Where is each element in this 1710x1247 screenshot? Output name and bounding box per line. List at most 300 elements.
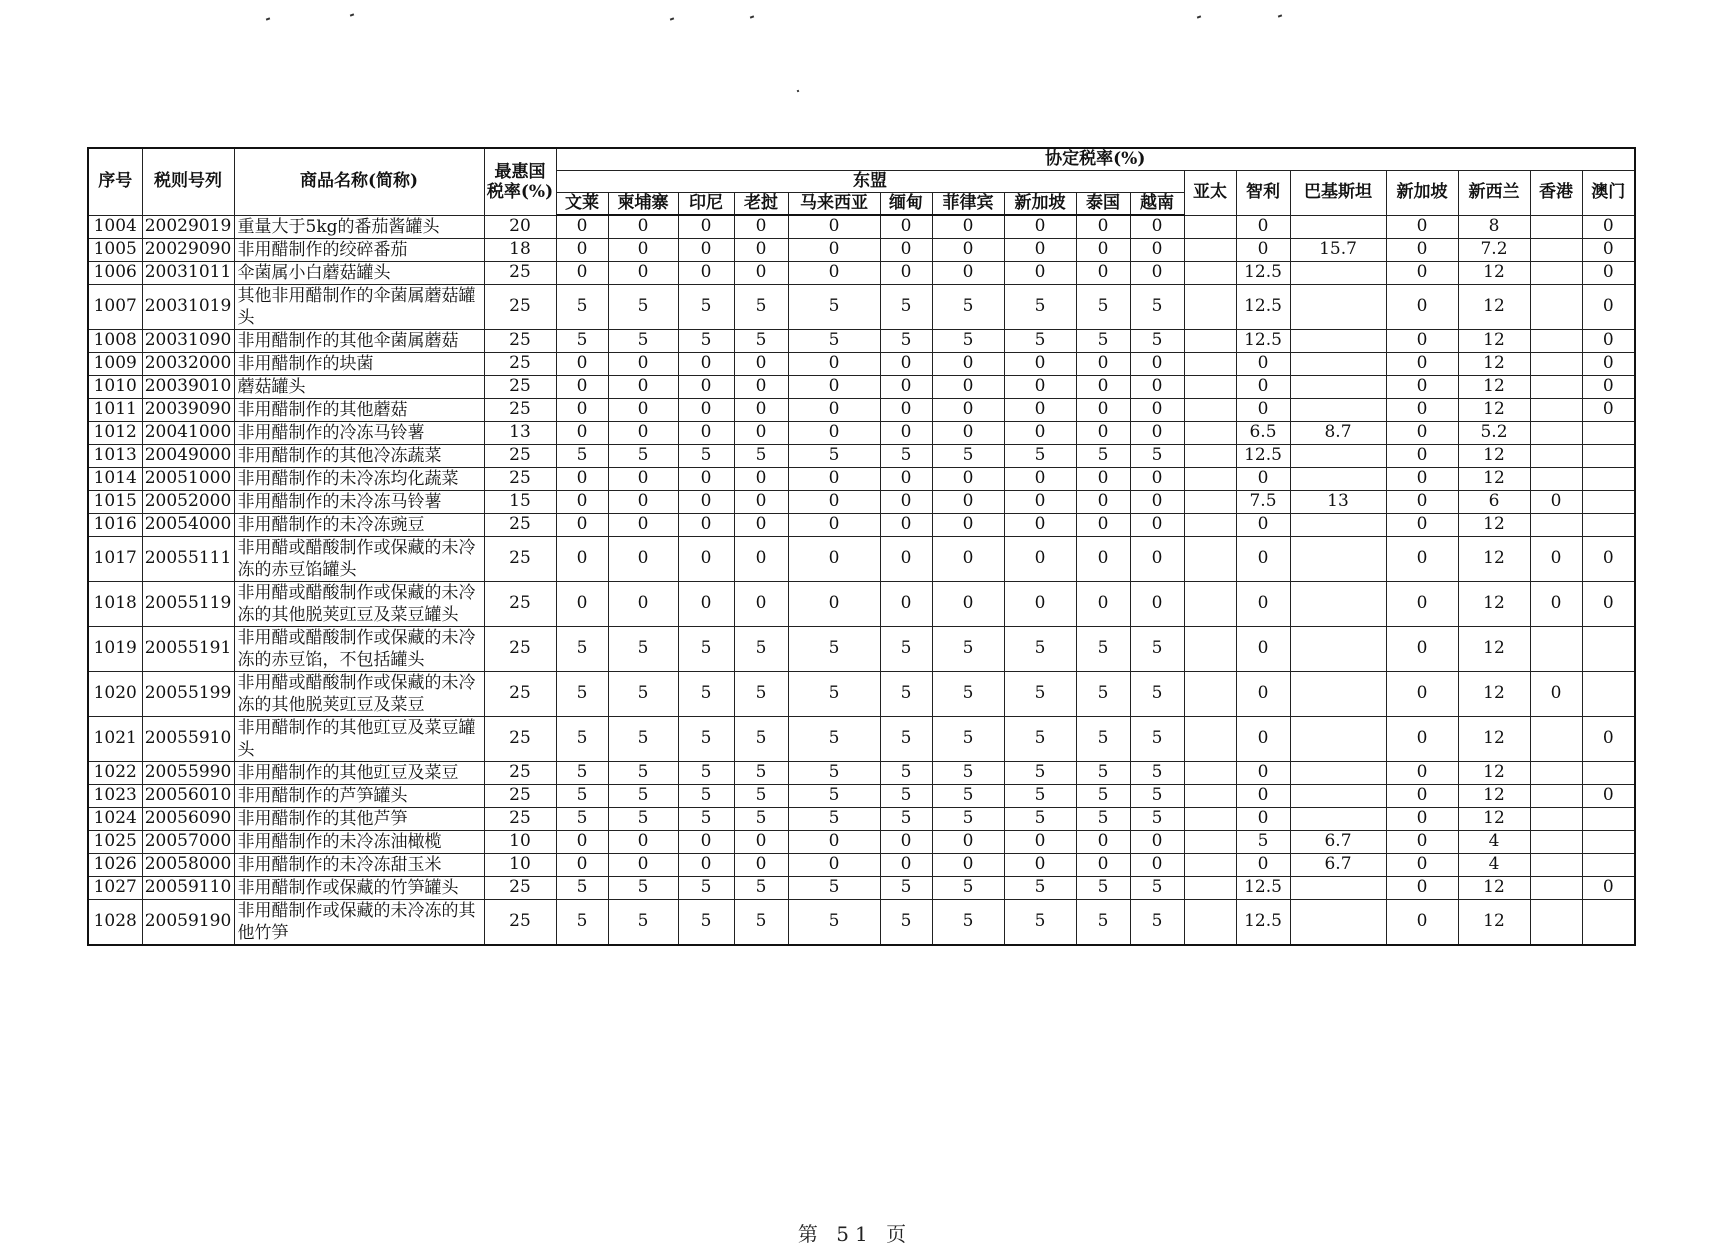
row-other-rate: 0 (1386, 536, 1458, 581)
row-asean-rate: 5 (556, 716, 608, 761)
row-other-rate (1184, 421, 1236, 444)
row-mfn: 25 (484, 761, 556, 784)
table-row (88, 807, 1635, 830)
row-other-rate: 0 (1236, 807, 1290, 830)
row-other-rate (1530, 853, 1582, 876)
row-other-rate: 0 (1386, 899, 1458, 945)
row-asean-rate: 0 (1004, 238, 1076, 261)
row-asean-rate: 0 (608, 581, 678, 626)
row-other-rate: 0 (1386, 807, 1458, 830)
row-seq: 1013 (88, 444, 142, 467)
row-other-rate (1290, 284, 1386, 329)
row-asean-rate: 0 (1076, 830, 1130, 853)
tariff-rate-table (87, 147, 1636, 946)
row-name: 非用醋制作的其他冷冻蔬菜 (234, 444, 484, 467)
row-other-rate (1290, 513, 1386, 536)
table-row (88, 671, 1635, 716)
row-asean-rate: 5 (788, 899, 880, 945)
row-asean-rate: 0 (880, 581, 932, 626)
row-other-rate (1530, 807, 1582, 830)
row-name: 非用醋制作的芦笋罐头 (234, 784, 484, 807)
row-other-rate (1530, 626, 1582, 671)
row-code: 20059190 (142, 899, 234, 945)
row-asean-rate: 0 (1130, 536, 1184, 581)
row-asean-rate: 5 (678, 626, 734, 671)
row-asean-rate: 0 (880, 215, 932, 238)
row-asean-rate: 0 (932, 513, 1004, 536)
row-asean-rate: 0 (608, 853, 678, 876)
row-asean-rate: 5 (678, 329, 734, 352)
header-mfn: 最惠国税率(%) (484, 148, 556, 215)
row-asean-rate: 0 (1004, 421, 1076, 444)
row-asean-rate: 0 (1130, 352, 1184, 375)
row-other-rate (1530, 238, 1582, 261)
row-asean-rate: 5 (556, 761, 608, 784)
row-asean-rate: 0 (678, 830, 734, 853)
row-mfn: 25 (484, 876, 556, 899)
row-other-rate: 0 (1582, 215, 1635, 238)
row-asean-rate: 0 (1076, 536, 1130, 581)
row-asean-rate: 0 (880, 398, 932, 421)
row-seq: 1024 (88, 807, 142, 830)
row-other-rate: 8 (1458, 215, 1530, 238)
row-asean-rate: 0 (678, 238, 734, 261)
row-other-rate: 0 (1386, 398, 1458, 421)
row-asean-rate: 5 (678, 444, 734, 467)
header-asean-member-9: 越南 (1130, 193, 1184, 216)
table-row (88, 853, 1635, 876)
row-mfn: 13 (484, 421, 556, 444)
row-asean-rate: 5 (608, 899, 678, 945)
row-asean-rate: 0 (1004, 375, 1076, 398)
row-asean-rate: 5 (608, 716, 678, 761)
row-other-rate: 0 (1530, 671, 1582, 716)
row-mfn: 25 (484, 536, 556, 581)
row-other-rate: 12 (1458, 581, 1530, 626)
row-asean-rate: 5 (1076, 761, 1130, 784)
row-other-rate: 6.5 (1236, 421, 1290, 444)
row-other-rate: 0 (1236, 238, 1290, 261)
row-other-rate (1184, 807, 1236, 830)
row-other-rate: 12 (1458, 761, 1530, 784)
row-asean-rate: 5 (932, 807, 1004, 830)
row-other-rate (1530, 375, 1582, 398)
table-row (88, 238, 1635, 261)
row-other-rate: 0 (1386, 853, 1458, 876)
row-other-rate: 0 (1582, 284, 1635, 329)
row-asean-rate: 5 (880, 761, 932, 784)
row-other-rate: 7.5 (1236, 490, 1290, 513)
row-asean-rate: 0 (1076, 398, 1130, 421)
row-other-rate: 13 (1290, 490, 1386, 513)
row-asean-rate: 0 (1004, 352, 1076, 375)
header-asean-member-0: 文莱 (556, 193, 608, 216)
row-asean-rate: 0 (788, 536, 880, 581)
row-asean-rate: 0 (556, 853, 608, 876)
row-other-rate: 0 (1236, 467, 1290, 490)
row-other-rate (1184, 215, 1236, 238)
row-asean-rate: 5 (608, 444, 678, 467)
row-mfn: 25 (484, 581, 556, 626)
table-row (88, 761, 1635, 784)
row-other-rate: 0 (1582, 536, 1635, 581)
row-other-rate (1184, 761, 1236, 784)
row-asean-rate: 5 (1130, 626, 1184, 671)
row-asean-rate: 5 (788, 284, 880, 329)
row-seq: 1009 (88, 352, 142, 375)
table-row (88, 536, 1635, 581)
row-seq: 1008 (88, 329, 142, 352)
row-code: 20056090 (142, 807, 234, 830)
row-asean-rate: 5 (678, 671, 734, 716)
row-other-rate (1290, 444, 1386, 467)
row-asean-rate: 5 (678, 716, 734, 761)
row-other-rate: 12.5 (1236, 261, 1290, 284)
header-asean-member-2: 印尼 (678, 193, 734, 216)
table-body (88, 215, 1635, 945)
row-code: 20031011 (142, 261, 234, 284)
row-other-rate (1582, 444, 1635, 467)
row-asean-rate: 5 (1004, 626, 1076, 671)
row-asean-rate: 0 (556, 536, 608, 581)
row-asean-rate: 5 (880, 716, 932, 761)
row-other-rate (1290, 467, 1386, 490)
row-asean-rate: 0 (1130, 830, 1184, 853)
row-asean-rate: 5 (880, 284, 932, 329)
row-asean-rate: 0 (556, 581, 608, 626)
row-other-rate: 0 (1386, 581, 1458, 626)
row-asean-rate: 5 (932, 899, 1004, 945)
row-other-rate: 0 (1236, 626, 1290, 671)
row-other-rate: 12 (1458, 807, 1530, 830)
row-asean-rate: 5 (678, 284, 734, 329)
row-other-rate: 0 (1236, 375, 1290, 398)
row-asean-rate: 5 (788, 784, 880, 807)
row-asean-rate: 5 (608, 626, 678, 671)
row-name: 非用醋制作的未冷冻马铃薯 (234, 490, 484, 513)
row-name: 非用醋制作的其他伞菌属蘑菇 (234, 329, 484, 352)
table-row (88, 444, 1635, 467)
row-name: 其他非用醋制作的伞菌属蘑菇罐头 (234, 284, 484, 329)
row-asean-rate: 0 (678, 467, 734, 490)
row-asean-rate: 0 (608, 375, 678, 398)
row-asean-rate: 5 (1076, 899, 1130, 945)
row-asean-rate: 0 (1076, 375, 1130, 398)
row-asean-rate: 5 (880, 876, 932, 899)
row-other-rate (1184, 830, 1236, 853)
row-asean-rate: 0 (734, 467, 788, 490)
header-seq: 序号 (88, 148, 142, 215)
row-other-rate: 12.5 (1236, 444, 1290, 467)
row-asean-rate: 0 (556, 215, 608, 238)
row-other-rate (1290, 375, 1386, 398)
row-other-rate: 7.2 (1458, 238, 1530, 261)
row-asean-rate: 0 (788, 490, 880, 513)
row-mfn: 25 (484, 261, 556, 284)
row-asean-rate: 5 (1130, 671, 1184, 716)
row-other-rate (1184, 853, 1236, 876)
row-other-rate (1290, 261, 1386, 284)
header-other-1: 智利 (1236, 171, 1290, 216)
row-asean-rate: 5 (1130, 444, 1184, 467)
row-other-rate (1184, 536, 1236, 581)
header-asean-member-5: 缅甸 (880, 193, 932, 216)
row-other-rate (1582, 761, 1635, 784)
row-other-rate: 12 (1458, 626, 1530, 671)
row-asean-rate: 0 (734, 830, 788, 853)
row-name: 非用醋制作的未冷冻均化蔬菜 (234, 467, 484, 490)
row-asean-rate: 5 (788, 671, 880, 716)
row-other-rate: 12.5 (1236, 329, 1290, 352)
row-seq: 1010 (88, 375, 142, 398)
row-asean-rate: 0 (678, 536, 734, 581)
row-asean-rate: 0 (1130, 513, 1184, 536)
row-asean-rate: 5 (734, 876, 788, 899)
row-mfn: 25 (484, 375, 556, 398)
page-number: 第 51 页 (797, 1222, 913, 1246)
row-code: 20032000 (142, 352, 234, 375)
row-code: 20039010 (142, 375, 234, 398)
row-code: 20054000 (142, 513, 234, 536)
row-asean-rate: 0 (880, 352, 932, 375)
row-asean-rate: 0 (880, 261, 932, 284)
row-asean-rate: 0 (788, 375, 880, 398)
row-other-rate: 0 (1582, 784, 1635, 807)
row-name: 重量大于5kg的番茄酱罐头 (234, 215, 484, 238)
table-row (88, 626, 1635, 671)
row-asean-rate: 0 (880, 830, 932, 853)
row-other-rate (1184, 444, 1236, 467)
row-other-rate: 0 (1236, 784, 1290, 807)
row-asean-rate: 5 (556, 899, 608, 945)
row-asean-rate: 0 (788, 215, 880, 238)
header-asean-member-1: 柬埔寨 (608, 193, 678, 216)
row-other-rate: 12 (1458, 261, 1530, 284)
row-other-rate (1582, 899, 1635, 945)
row-other-rate (1290, 716, 1386, 761)
row-other-rate: 12 (1458, 536, 1530, 581)
row-other-rate (1582, 830, 1635, 853)
row-asean-rate: 0 (1076, 261, 1130, 284)
row-asean-rate: 5 (556, 284, 608, 329)
row-other-rate (1290, 807, 1386, 830)
row-other-rate: 0 (1386, 375, 1458, 398)
row-name: 蘑菇罐头 (234, 375, 484, 398)
row-name: 非用醋制作的未冷冻甜玉米 (234, 853, 484, 876)
row-other-rate (1290, 876, 1386, 899)
row-asean-rate: 0 (734, 352, 788, 375)
table-row (88, 284, 1635, 329)
row-asean-rate: 0 (734, 375, 788, 398)
row-seq: 1011 (88, 398, 142, 421)
row-seq: 1019 (88, 626, 142, 671)
row-code: 20057000 (142, 830, 234, 853)
table-row (88, 398, 1635, 421)
row-asean-rate: 0 (1130, 261, 1184, 284)
row-asean-rate: 0 (734, 536, 788, 581)
row-asean-rate: 0 (1004, 261, 1076, 284)
row-other-rate (1184, 899, 1236, 945)
row-mfn: 15 (484, 490, 556, 513)
header-asean-member-8: 泰国 (1076, 193, 1130, 216)
row-asean-rate: 0 (1004, 467, 1076, 490)
row-other-rate (1184, 490, 1236, 513)
row-name: 非用醋制作的未冷冻油橄榄 (234, 830, 484, 853)
header-asean-member-3: 老挝 (734, 193, 788, 216)
row-asean-rate: 0 (932, 238, 1004, 261)
row-other-rate (1582, 671, 1635, 716)
row-asean-rate: 0 (1076, 513, 1130, 536)
row-asean-rate: 0 (1130, 238, 1184, 261)
row-asean-rate: 0 (1076, 490, 1130, 513)
row-asean-rate: 5 (556, 876, 608, 899)
row-asean-rate: 0 (1130, 421, 1184, 444)
row-other-rate (1184, 375, 1236, 398)
header-asean-member-7: 新加坡 (1004, 193, 1076, 216)
row-asean-rate: 0 (678, 375, 734, 398)
row-name: 非用醋制作的其他蘑菇 (234, 398, 484, 421)
row-asean-rate: 0 (880, 238, 932, 261)
row-asean-rate: 0 (678, 581, 734, 626)
row-asean-rate: 0 (1076, 352, 1130, 375)
row-mfn: 25 (484, 784, 556, 807)
row-other-rate: 5 (1236, 830, 1290, 853)
row-name: 非用醋制作的其他芦笋 (234, 807, 484, 830)
row-other-rate: 0 (1236, 352, 1290, 375)
row-asean-rate: 0 (1004, 398, 1076, 421)
row-other-rate: 0 (1386, 444, 1458, 467)
row-asean-rate: 0 (788, 853, 880, 876)
row-other-rate (1530, 467, 1582, 490)
row-asean-rate: 0 (880, 375, 932, 398)
row-other-rate: 12 (1458, 671, 1530, 716)
row-asean-rate: 0 (1076, 853, 1130, 876)
row-other-rate: 0 (1236, 853, 1290, 876)
row-asean-rate: 5 (932, 761, 1004, 784)
row-asean-rate: 0 (788, 398, 880, 421)
row-other-rate: 0 (1386, 467, 1458, 490)
row-asean-rate: 0 (880, 490, 932, 513)
row-asean-rate: 5 (932, 876, 1004, 899)
row-asean-rate: 0 (1004, 513, 1076, 536)
row-asean-rate: 5 (880, 899, 932, 945)
row-asean-rate: 0 (788, 421, 880, 444)
row-other-rate: 0 (1386, 238, 1458, 261)
row-asean-rate: 5 (608, 329, 678, 352)
row-asean-rate: 0 (734, 238, 788, 261)
row-code: 20055111 (142, 536, 234, 581)
row-other-rate (1582, 807, 1635, 830)
row-asean-rate: 0 (678, 490, 734, 513)
table-row (88, 784, 1635, 807)
row-seq: 1014 (88, 467, 142, 490)
row-other-rate (1290, 215, 1386, 238)
row-asean-rate: 5 (1076, 876, 1130, 899)
row-other-rate (1530, 513, 1582, 536)
row-asean-rate: 5 (1130, 761, 1184, 784)
row-mfn: 10 (484, 830, 556, 853)
row-name: 非用醋制作的其他豇豆及菜豆罐头 (234, 716, 484, 761)
row-asean-rate: 5 (788, 807, 880, 830)
table-row (88, 830, 1635, 853)
row-asean-rate: 5 (1130, 876, 1184, 899)
row-other-rate: 4 (1458, 830, 1530, 853)
row-asean-rate: 5 (734, 671, 788, 716)
row-asean-rate: 0 (932, 536, 1004, 581)
row-other-rate: 0 (1386, 830, 1458, 853)
row-asean-rate: 0 (734, 513, 788, 536)
row-other-rate (1530, 261, 1582, 284)
row-asean-rate: 0 (678, 352, 734, 375)
row-asean-rate: 5 (678, 899, 734, 945)
row-mfn: 25 (484, 807, 556, 830)
row-asean-rate: 0 (556, 467, 608, 490)
row-other-rate (1184, 876, 1236, 899)
row-asean-rate: 5 (788, 444, 880, 467)
row-other-rate: 0 (1582, 238, 1635, 261)
row-other-rate (1530, 398, 1582, 421)
row-mfn: 25 (484, 284, 556, 329)
row-mfn: 25 (484, 329, 556, 352)
row-asean-rate: 0 (1130, 375, 1184, 398)
row-asean-rate: 5 (880, 626, 932, 671)
row-asean-rate: 0 (608, 490, 678, 513)
row-asean-rate: 0 (608, 830, 678, 853)
row-other-rate: 12.5 (1236, 284, 1290, 329)
row-seq: 1020 (88, 671, 142, 716)
row-asean-rate: 0 (788, 261, 880, 284)
row-seq: 1018 (88, 581, 142, 626)
row-asean-rate: 5 (788, 626, 880, 671)
row-other-rate (1582, 626, 1635, 671)
row-other-rate (1184, 716, 1236, 761)
row-asean-rate: 0 (556, 238, 608, 261)
row-asean-rate: 5 (1076, 784, 1130, 807)
row-asean-rate: 0 (678, 261, 734, 284)
row-asean-rate: 5 (880, 329, 932, 352)
row-asean-rate: 0 (734, 490, 788, 513)
row-mfn: 25 (484, 513, 556, 536)
row-asean-rate: 0 (788, 581, 880, 626)
row-other-rate (1184, 329, 1236, 352)
row-asean-rate: 5 (788, 716, 880, 761)
row-other-rate (1290, 536, 1386, 581)
row-mfn: 10 (484, 853, 556, 876)
row-asean-rate: 0 (608, 261, 678, 284)
row-asean-rate: 0 (608, 215, 678, 238)
row-asean-rate: 5 (608, 807, 678, 830)
row-asean-rate: 0 (1004, 830, 1076, 853)
row-asean-rate: 5 (556, 329, 608, 352)
row-other-rate: 12 (1458, 329, 1530, 352)
row-other-rate (1582, 513, 1635, 536)
row-other-rate: 12 (1458, 716, 1530, 761)
row-asean-rate: 0 (932, 398, 1004, 421)
row-asean-rate: 0 (678, 398, 734, 421)
row-other-rate: 0 (1582, 352, 1635, 375)
row-name: 非用醋制作的未冷冻豌豆 (234, 513, 484, 536)
row-other-rate: 12 (1458, 899, 1530, 945)
row-code: 20029090 (142, 238, 234, 261)
row-asean-rate: 0 (880, 853, 932, 876)
row-asean-rate: 5 (1076, 444, 1130, 467)
row-seq: 1027 (88, 876, 142, 899)
row-asean-rate: 0 (1076, 215, 1130, 238)
table-row (88, 467, 1635, 490)
row-asean-rate: 5 (932, 284, 1004, 329)
row-code: 20039090 (142, 398, 234, 421)
row-asean-rate: 0 (608, 238, 678, 261)
